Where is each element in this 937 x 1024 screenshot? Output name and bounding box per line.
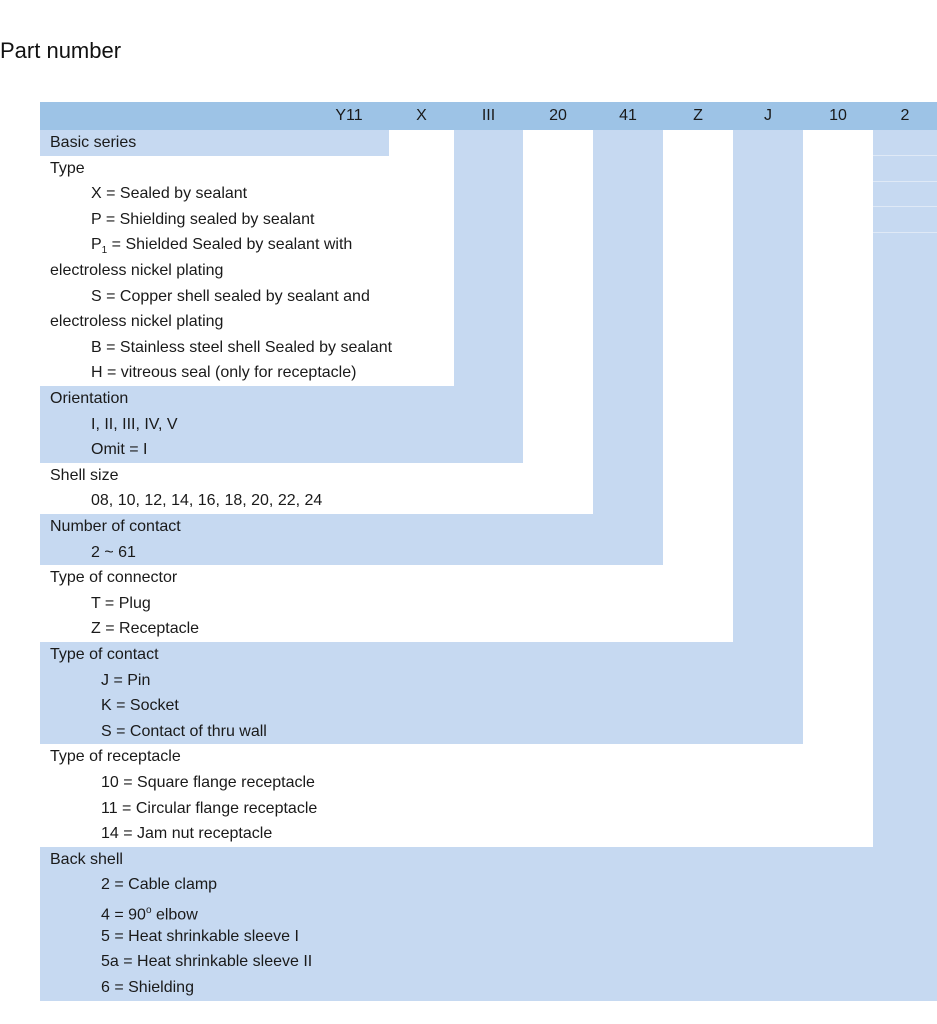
receptacle-14: 14 = Jam nut receptacle — [101, 825, 273, 843]
receptacle-10: 10 = Square flange receptacle — [101, 774, 315, 791]
connector-t: T = Plug — [91, 594, 151, 612]
degree-superscript: o — [145, 905, 152, 916]
type-h: H = vitreous seal (only for receptacle) — [91, 364, 357, 382]
code-j: J — [764, 107, 772, 124]
back-shell-6: 6 = Shielding — [101, 978, 194, 996]
back-shell-2: 2 = Cable clamp — [101, 876, 218, 894]
type-p1-text: = Shielded Sealed by sealant with — [107, 236, 353, 254]
column-2-divider — [873, 232, 937, 233]
column-2-divider — [873, 181, 937, 182]
code-z: Z — [693, 107, 703, 124]
type-p1 — [40, 232, 352, 258]
heading-type: Type — [50, 159, 85, 177]
shell-size-values: 08, 10, 12, 14, 16, 18, 20, 22, 24 — [91, 492, 323, 510]
receptacle-11: 11 = Circular flange receptacle — [101, 799, 318, 817]
heading-type-of-connector: Type of connector — [50, 569, 178, 587]
column-2 — [873, 130, 937, 847]
heading-basic-series: Basic series — [50, 134, 137, 151]
back-shell-4 — [40, 898, 198, 924]
type-p: P = Shielding sealed by sealant — [91, 210, 315, 228]
type-s-continued: electroless nickel plating — [50, 313, 224, 331]
heading-number-of-contact: Number of contact — [50, 518, 181, 535]
back-shell-4-suffix: elbow — [151, 906, 198, 924]
contact-k: K = Socket — [101, 697, 179, 715]
column-20 — [593, 130, 663, 514]
column-z — [733, 130, 803, 642]
code-x: X — [416, 107, 427, 124]
column-2-divider — [873, 206, 937, 207]
heading-back-shell: Back shell — [50, 850, 123, 868]
column-2-divider — [873, 155, 937, 156]
page-title: Part number — [0, 38, 122, 63]
code-10: 10 — [829, 107, 847, 124]
column-x — [454, 130, 523, 386]
heading-shell-size: Shell size — [50, 466, 119, 484]
type-b: B = Stainless steel shell Sealed by sealant — [91, 338, 393, 356]
orientation-values: I, II, III, IV, V — [91, 415, 178, 433]
type-p1-continued: electroless nickel plating — [50, 262, 224, 279]
back-shell-4-text: 4 = 90 — [101, 906, 146, 924]
code-iii: III — [481, 107, 496, 124]
contact-j: J = Pin — [101, 671, 151, 689]
orientation-omit: Omit = I — [91, 441, 148, 459]
back-shell-5a: 5a = Heat shrinkable sleeve II — [101, 953, 313, 971]
contact-s: S = Contact of thru wall — [101, 722, 267, 740]
heading-type-of-receptacle: Type of receptacle — [50, 748, 181, 766]
heading-type-of-contact: Type of contact — [50, 646, 159, 663]
type-s: S = Copper shell sealed by sealant and — [91, 287, 370, 305]
contact-range: 2 ~ 61 — [91, 543, 136, 561]
heading-orientation: Orientation — [50, 390, 129, 407]
code-y11: Y11 — [335, 107, 363, 124]
type-p1-letter: P — [91, 236, 102, 254]
connector-z: Z = Receptacle — [91, 620, 200, 638]
type-x: X = Sealed by sealant — [91, 185, 248, 203]
code-41: 41 — [619, 107, 637, 124]
code-2: 2 — [900, 107, 910, 124]
back-shell-5: 5 = Heat shrinkable sleeve I — [101, 927, 299, 945]
type-p1-subscript: 1 — [101, 245, 108, 257]
code-20: 20 — [549, 107, 567, 124]
